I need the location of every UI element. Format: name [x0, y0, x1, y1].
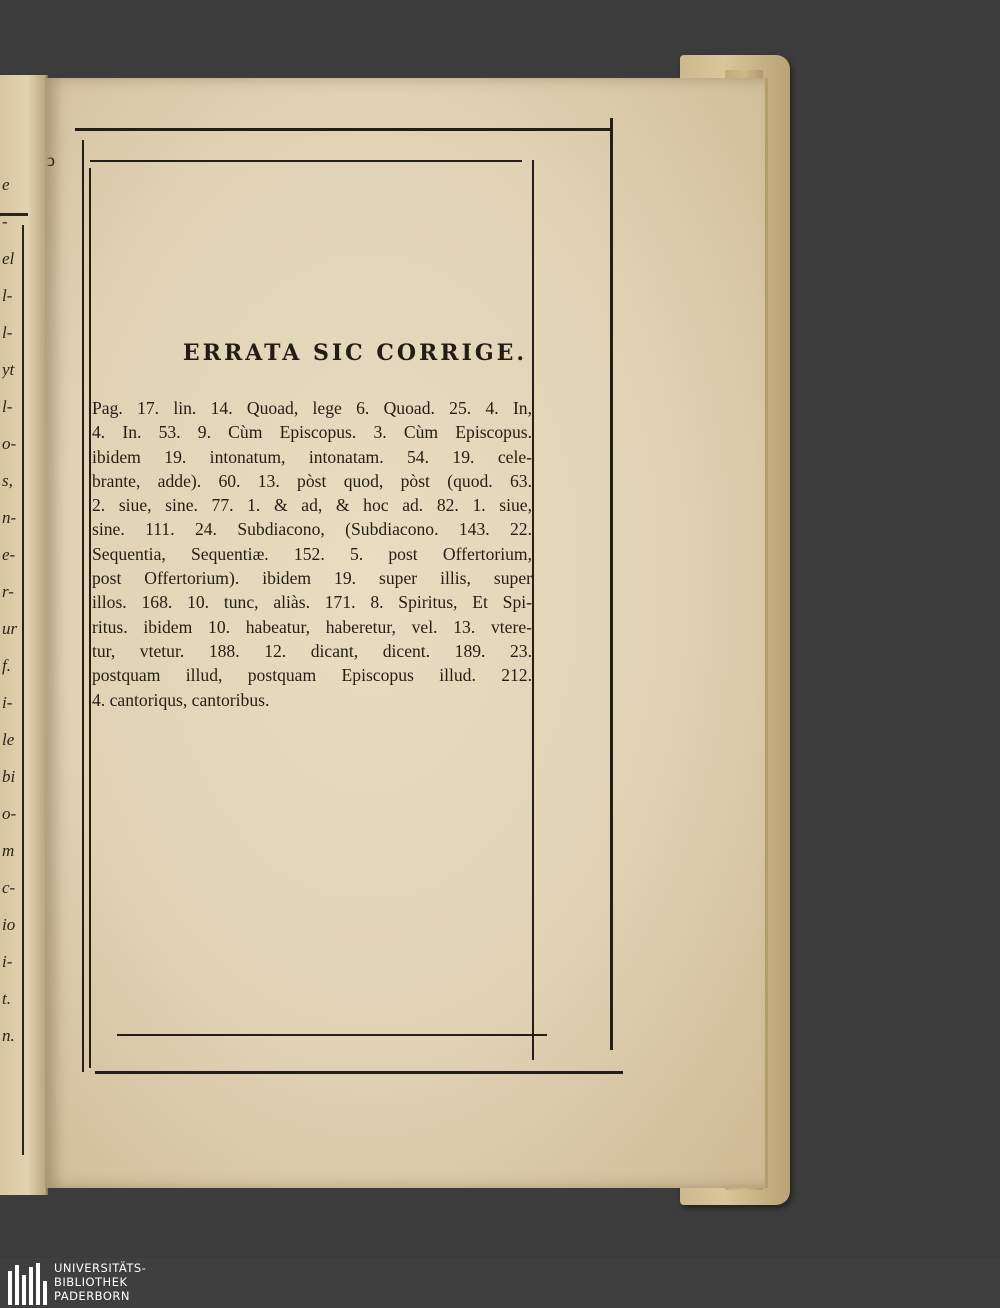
left-page-fragment: s,: [2, 471, 13, 490]
errata-line: Sequentia, Sequentiæ. 152. 5. post Offertorium,: [92, 543, 532, 564]
left-page-fragment: -: [2, 212, 8, 231]
frame-bottom-inner: [117, 1034, 547, 1036]
left-page-fragment: l-: [2, 397, 13, 416]
left-page-fragment: f.: [2, 656, 11, 675]
logo-line-2: BIBLIOTHEK: [54, 1275, 128, 1289]
left-page-fragment: c-: [2, 878, 16, 897]
errata-line: 4. cantoriqus, cantoribus.: [92, 689, 270, 710]
errata-line: postquam illud, postquam Episcopus illud. 212.: [92, 665, 532, 686]
frame-right-outer: [610, 118, 613, 1050]
left-page-edge: [0, 75, 48, 1195]
ink-mark: ↄ: [47, 150, 55, 170]
left-page-fragment: l-: [2, 323, 13, 342]
left-page-fragment: i-: [2, 693, 13, 712]
left-page-fragment: i-: [2, 952, 13, 971]
left-page-fragment: m: [2, 841, 15, 860]
frame-left-inner: [89, 168, 91, 1068]
left-page-fragment: bi: [2, 767, 16, 786]
errata-line: 2. siue, sine. 77. 1. & ad, & hoc ad. 82. 1. siue,: [92, 495, 532, 516]
library-logo-text: [54, 1261, 146, 1303]
errata-text: [92, 396, 532, 712]
left-page-fragment: e: [2, 175, 10, 194]
errata-line: Pag. 17. lin. 14. Quoad, lege 6. Quoad. 25. 4. In,: [92, 398, 532, 418]
errata-heading: ERRATA SIC CORRIGE.: [182, 340, 528, 366]
left-page-fragment: o-: [2, 434, 17, 453]
left-page-fragment: o-: [2, 804, 17, 823]
errata-line: 4. In. 53. 9. Cùm Episcopus. 3. Cùm Episcopus.: [92, 422, 532, 443]
left-page-fragment: t.: [2, 989, 11, 1008]
left-page-fragment: le: [2, 730, 15, 749]
left-page-fragment: el: [2, 249, 15, 268]
errata-line: illos. 168. 10. tunc, aliàs. 171. 8. Spiritus, Et Spi-: [92, 592, 532, 613]
left-page-fragment: n-: [2, 508, 17, 527]
errata-line: ibidem 19. intonatum, intonatam. 54. 19. cele-: [92, 446, 532, 467]
frame-top-outer: [75, 128, 610, 131]
left-page-fragment: e-: [2, 545, 16, 564]
library-logo-icon: [8, 1263, 48, 1305]
frame-left-outer: [82, 140, 84, 1072]
frame-bottom-outer: [95, 1071, 623, 1074]
left-page-fragment: l-: [2, 286, 13, 305]
left-page-fragment: io: [2, 915, 16, 934]
logo-line-1: UNIVERSITÄTS-: [54, 1261, 147, 1275]
errata-page: [45, 78, 768, 1188]
errata-line: ritus. ibidem 10. habeatur, haberetur, vel. 13. vtere-: [92, 616, 532, 637]
left-page-fragment: yt: [2, 360, 15, 379]
left-page-fragment: ur: [2, 619, 18, 638]
library-footer: [0, 1258, 1000, 1308]
logo-line-3: PADERBORN: [54, 1289, 131, 1303]
errata-line: post Offertorium). ibidem 19. super illis, super: [92, 568, 532, 589]
left-page-fragment: n.: [2, 1026, 15, 1045]
errata-line: tur, vtetur. 188. 12. dicant, dicent. 189. 23.: [92, 640, 532, 661]
errata-line: brante, adde). 60. 13. pòst quod, pòst (quod. 63.: [92, 470, 532, 491]
left-page-rule: [22, 225, 24, 1155]
errata-line: sine. 111. 24. Subdiacono, (Subdiacono. 143. 22.: [92, 519, 532, 540]
frame-right-inner: [532, 160, 534, 1060]
frame-top-inner: [90, 160, 522, 162]
left-page-fragment: r-: [2, 582, 14, 601]
